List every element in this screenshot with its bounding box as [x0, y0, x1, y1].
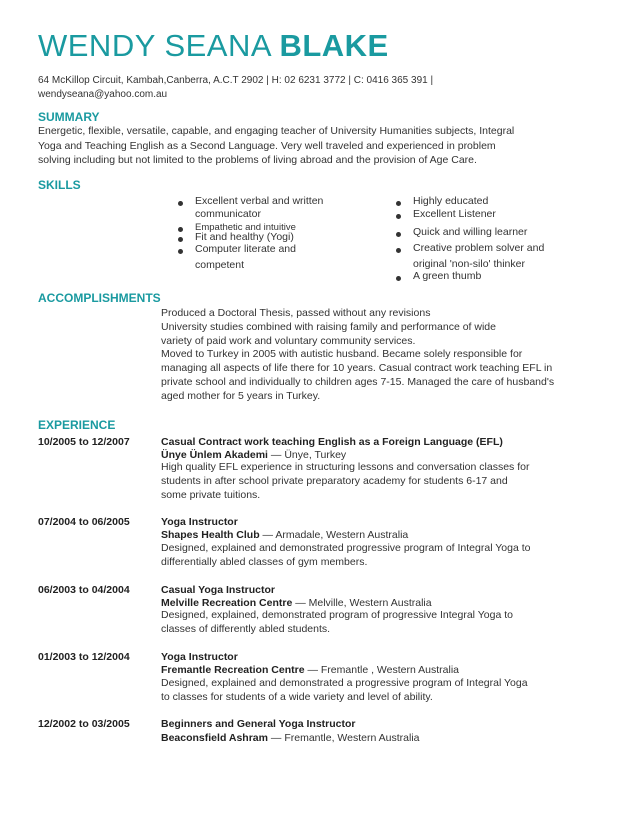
job-dates: 06/2003 to 04/2004	[38, 584, 130, 596]
bullet-icon	[178, 249, 183, 254]
job-title: Yoga Instructor	[161, 516, 238, 528]
skill-item: Empathetic and intuitive	[195, 222, 296, 233]
accomplishment-line: managing all aspects of life there for 10 years. Casual contract work teaching EFL in	[161, 362, 553, 375]
desc-line: differentially abled classes of gym members.	[161, 556, 368, 568]
summary-heading: SUMMARY	[38, 110, 100, 124]
job-org	[161, 732, 420, 744]
separator: —	[270, 732, 282, 744]
skill-item: Computer literate and	[195, 243, 296, 255]
accomplishments-text	[161, 307, 621, 404]
job-org	[161, 529, 408, 541]
desc-line: classes of differently abled students.	[161, 623, 331, 635]
desc-line: students in after school private preparatory academy for students 6-17 and	[161, 475, 508, 487]
skill-item: Quick and willing learner	[413, 226, 528, 238]
desc-line: High quality EFL experience in structuring lessons and conversation classes for	[161, 461, 530, 473]
first-names: WENDY SEANA	[38, 28, 280, 63]
org-location: Melville, Western Australia	[308, 597, 432, 609]
job-description	[161, 460, 581, 502]
desc-line: Designed, explained and demonstrated a progressive program of Integral Yoga	[161, 677, 528, 689]
accomplishment-line: Produced a Doctoral Thesis, passed without any revisions	[161, 307, 431, 319]
contact-line: 64 McKillop Circuit, Kambah,Canberra, A.C.T 2902 | H: 02 6231 3772 | C: 0416 365 391 |	[38, 75, 434, 86]
org-name: Beaconsfield Ashram	[161, 732, 268, 744]
bullet-icon	[396, 201, 401, 206]
skills-heading: SKILLS	[38, 178, 81, 192]
desc-line: some private tuitions.	[161, 489, 261, 501]
skill-item: communicator	[195, 208, 261, 220]
job-dates: 10/2005 to 12/2007	[38, 436, 130, 448]
bullet-icon	[396, 276, 401, 281]
desc-line: Designed, explained and demonstrated progressive program of Integral Yoga to	[161, 542, 531, 554]
experience-heading: EXPERIENCE	[38, 418, 116, 432]
summary-line: Yoga and Teaching English as a Second Language. Very well traveled and experienced in problem	[38, 139, 496, 152]
org-name: Melville Recreation Centre	[161, 597, 293, 609]
separator: —	[270, 449, 282, 461]
job-description	[161, 541, 581, 569]
desc-line: to classes for students of a wide variety and level of ability.	[161, 691, 433, 703]
org-name: Ünye Ünlem Akademi	[161, 449, 268, 461]
separator: —	[262, 529, 274, 541]
skill-item: A green thumb	[413, 270, 482, 282]
summary-text	[38, 124, 618, 168]
org-name: Shapes Health Club	[161, 529, 260, 541]
bullet-icon	[178, 201, 183, 206]
org-location: Armadale, Western Australia	[275, 529, 409, 541]
accomplishment-line: Moved to Turkey in 2005 with autistic husband. Became solely responsible for	[161, 348, 523, 361]
last-name: BLAKE	[279, 28, 389, 63]
accomplishment-line: aged mother for 5 years in Turkey.	[161, 389, 321, 402]
skill-item: original 'non-silo' thinker	[413, 258, 525, 270]
desc-line: Designed, explained, demonstrated program of progressive Integral Yoga to	[161, 609, 513, 621]
job-title: Yoga Instructor	[161, 651, 238, 663]
bullet-icon	[178, 237, 183, 242]
org-location: Fremantle, Western Australia	[284, 732, 420, 744]
job-dates: 12/2002 to 03/2005	[38, 718, 130, 730]
resume-name	[38, 28, 389, 64]
skill-item: Excellent verbal and written	[195, 195, 324, 207]
job-org	[161, 664, 459, 676]
skill-item: competent	[195, 259, 245, 271]
org-location: Fremantle , Western Australia	[320, 664, 460, 676]
contact-email: wendyseana@yahoo.com.au	[38, 89, 168, 100]
bullet-icon	[178, 227, 183, 232]
accomplishment-line: variety of paid work and voluntary community services.	[161, 334, 416, 347]
skill-item: Excellent Listener	[413, 208, 496, 220]
bullet-icon	[396, 232, 401, 237]
bullet-icon	[396, 248, 401, 253]
summary-line: solving including but not limited to the problems of living abroad and the provision of Age Care.	[38, 154, 477, 166]
bullet-icon	[396, 214, 401, 219]
org-location: Ünye, Turkey	[284, 449, 347, 461]
contact-info	[38, 74, 498, 102]
separator: —	[307, 664, 318, 676]
job-title: Casual Yoga Instructor	[161, 584, 275, 596]
accomplishments-heading: ACCOMPLISHMENTS	[38, 291, 161, 305]
accomplishment-line: University studies combined with raising family and performance of wide	[161, 320, 496, 333]
job-dates: 07/2004 to 06/2005	[38, 516, 130, 528]
summary-line: Energetic, flexible, versatile, capable, and engaging teacher of University Humanities subjects, Integral	[38, 125, 515, 137]
org-name: Fremantle Recreation Centre	[161, 664, 305, 676]
job-description	[161, 676, 581, 704]
job-description	[161, 608, 581, 636]
accomplishment-line: private school and individually to children ages 7-15. Managed the care of husband's	[161, 375, 555, 388]
skill-item: Highly educated	[413, 195, 489, 207]
job-title: Beginners and General Yoga Instructor	[161, 718, 356, 730]
skill-item: Creative problem solver and	[413, 242, 545, 254]
job-title: Casual Contract work teaching English as a Foreign Language (EFL)	[161, 436, 503, 448]
skill-item: Fit and healthy (Yogi)	[195, 231, 294, 243]
separator: —	[295, 597, 306, 609]
job-dates: 01/2003 to 12/2004	[38, 651, 130, 663]
